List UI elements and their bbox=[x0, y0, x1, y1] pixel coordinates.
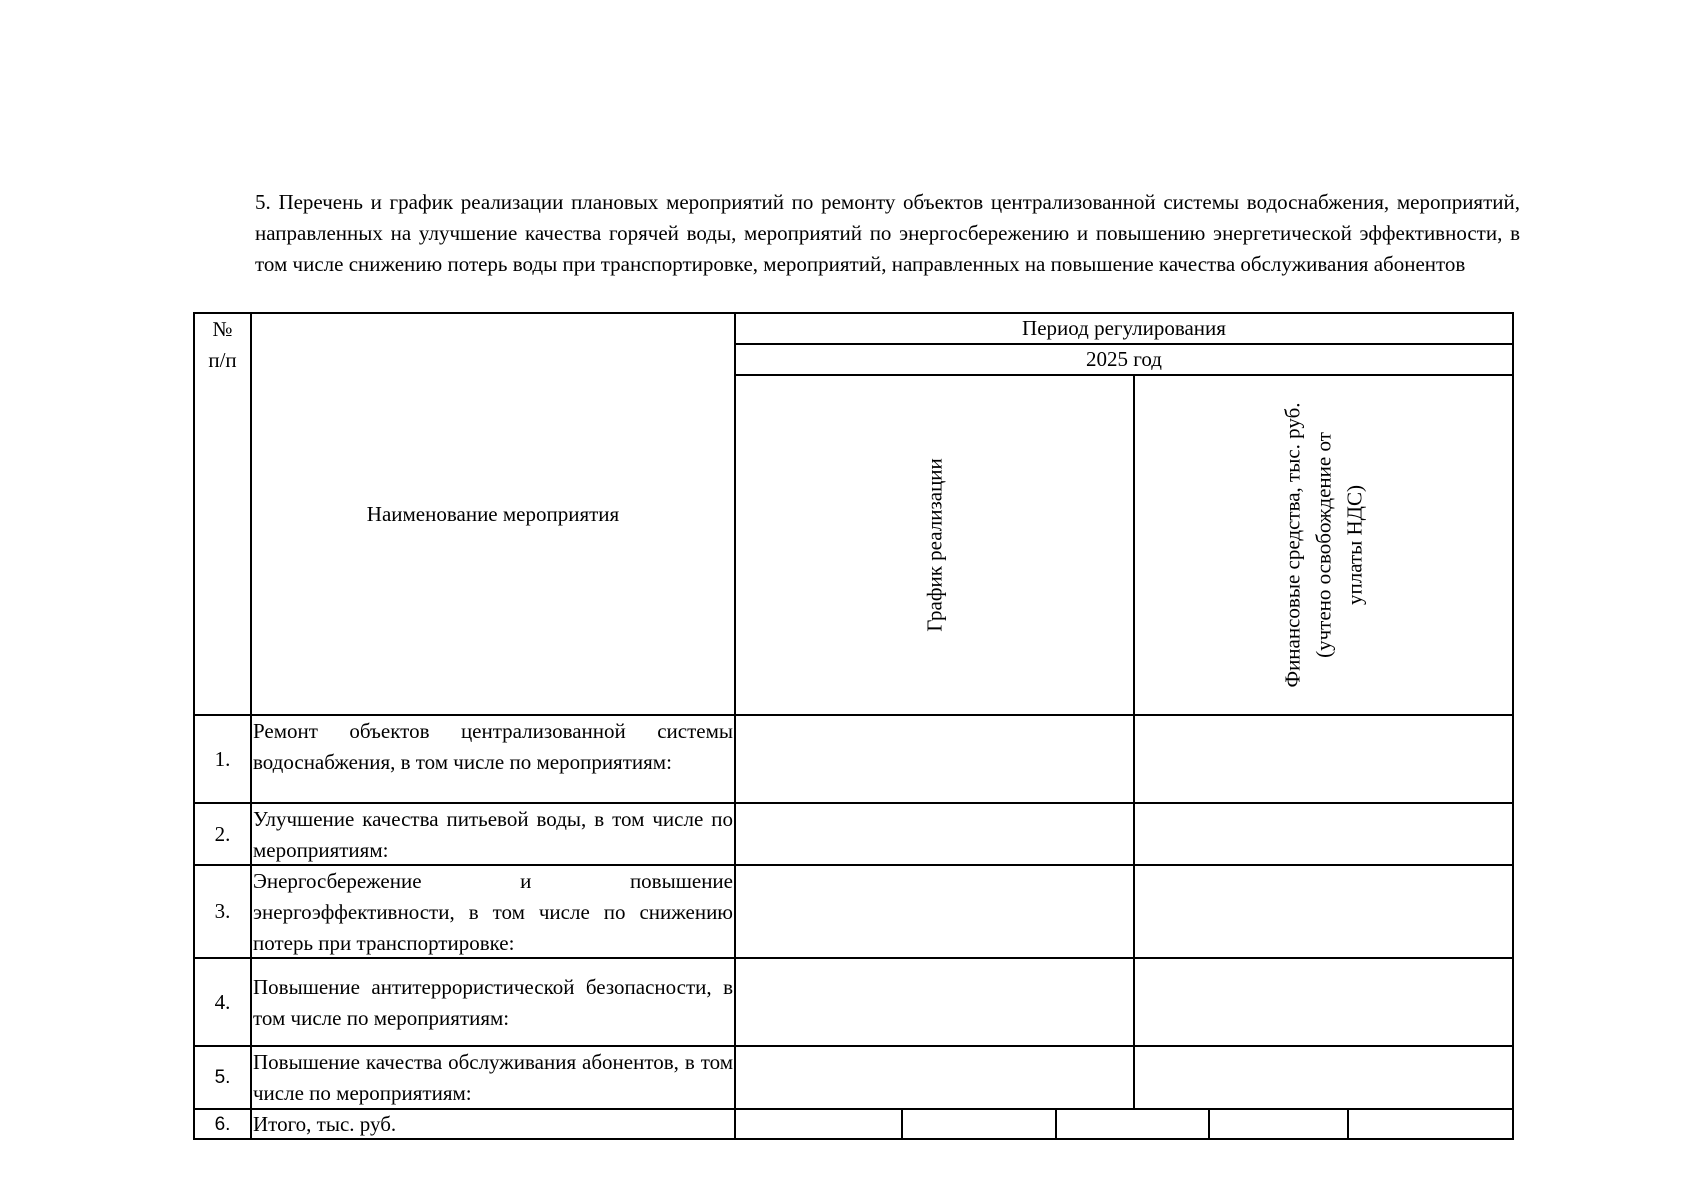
row-1-num: 1. bbox=[214, 746, 231, 771]
row-2-text: Улучшение качества питьевой воды, в том числе по мероприятиям: bbox=[253, 807, 733, 862]
header-finance bbox=[1278, 402, 1371, 687]
header-year: 2025 год bbox=[1086, 347, 1162, 371]
row-4-text: Повышение антитеррористической безопасности, в том числе по мероприятиям: bbox=[253, 975, 733, 1030]
table-rule-year bbox=[735, 374, 1514, 376]
header-num-line2: п/п bbox=[208, 348, 237, 372]
header-finance-line3: уплаты НДС) bbox=[1342, 484, 1367, 606]
total-row-divider-2 bbox=[1055, 1108, 1057, 1140]
row-5-text: Повышение качества обслуживания абонентов, в том числе по мероприятиям: bbox=[253, 1050, 733, 1105]
total-row-divider-3 bbox=[1208, 1108, 1210, 1140]
row-3-text: Энергосбережение и повышение энергоэффективности, в том числе по снижению потерь при транспортировке: bbox=[253, 869, 733, 955]
table-col-divider-name bbox=[734, 312, 736, 1140]
header-schedule: График реализации bbox=[922, 458, 947, 632]
header-period: Период регулирования bbox=[1022, 316, 1226, 340]
row-2-num: 2. bbox=[214, 821, 231, 846]
section-heading: 5. Перечень и график реализации плановых мероприятий по ремонту объектов централизованной системы водоснабжения, мероприятий, направленных на улучшение качества горячей воды, мероприятий по энергосбережению и повышению энергетической эффективности, в том числе снижению потерь воды при транспортировке, мероприятий, направленных на повышение качества обслуживания абонентов bbox=[255, 190, 1520, 276]
table-border-right bbox=[1512, 312, 1514, 1140]
table-col-divider-schedule bbox=[1133, 374, 1135, 1110]
row-4-num: 4. bbox=[214, 989, 231, 1014]
table-border-bottom bbox=[193, 1138, 1514, 1140]
row-5-num: 5. bbox=[214, 1067, 231, 1088]
row-3-num: 3. bbox=[214, 899, 231, 923]
header-num bbox=[195, 314, 250, 376]
header-finance-line2: (учтено освобождение от bbox=[1311, 432, 1336, 658]
total-row-divider-4 bbox=[1347, 1108, 1349, 1140]
row-6-num: 6. bbox=[214, 1113, 231, 1135]
header-activity-name: Наименование мероприятия bbox=[366, 501, 620, 526]
row-1-text: Ремонт объектов централизованной системы водоснабжения, в том числе по мероприятиям: bbox=[253, 719, 733, 774]
header-num-line1: № bbox=[212, 317, 233, 341]
total-row-divider-1 bbox=[901, 1108, 903, 1140]
row-6-text: Итого, тыс. руб. bbox=[253, 1112, 397, 1136]
header-finance-line1: Финансовые средства, тыс. руб. bbox=[1280, 402, 1305, 688]
